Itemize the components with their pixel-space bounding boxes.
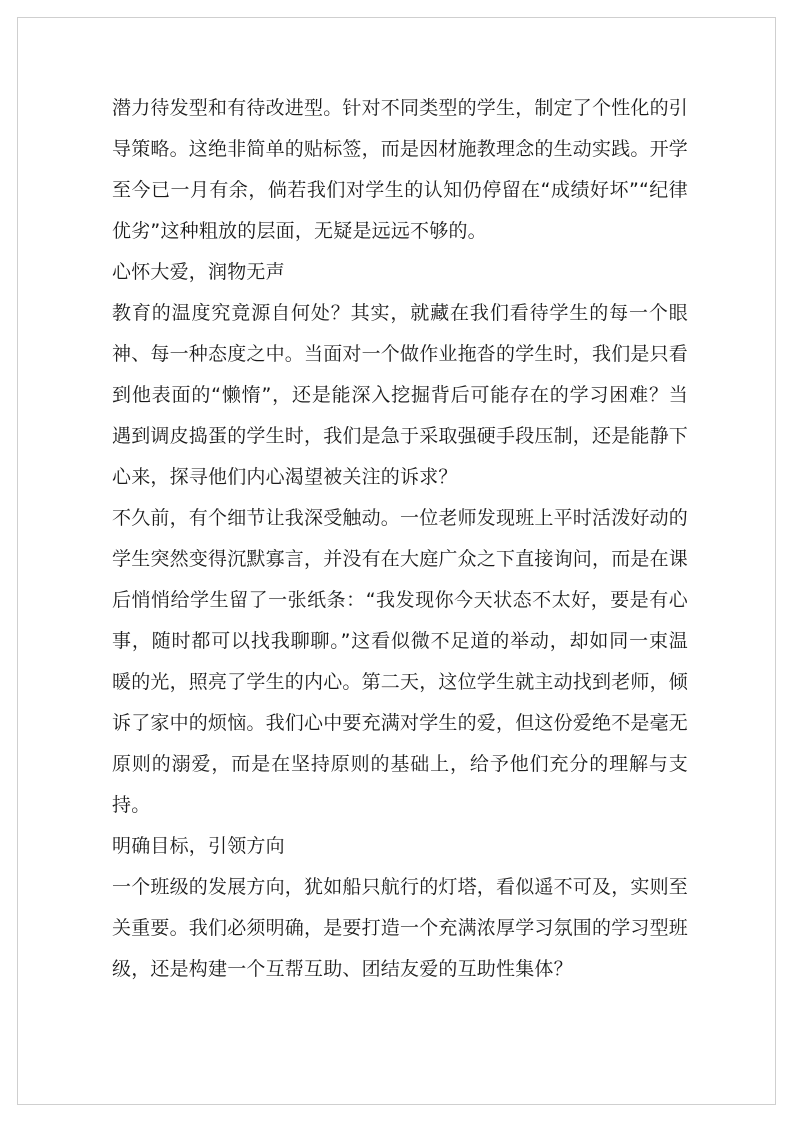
paragraph-1: 潜力待发型和有待改进型。针对不同类型的学生，制定了个性化的引导策略。这绝非简单的贴标签，而是因材施教理念的生动实践。开学至今已一月有余，倘若我们对学生的认知仍停留在“成绩好坏”“纪律优劣”这种粗放的层面，无疑是远远不够的。: [112, 97, 689, 242]
paragraph-3: 不久前，有个细节让我深受触动。一位老师发现班上平时活泼好动的学生突然变得沉默寡言，并没有在大庭广众之下直接询问，而是在课后悄悄给学生留了一张纸条：“我发现你今天状态不太好，要是有心事，随时都可以找我聊聊。”这看似微不足道的举动，却如同一束温暖的光，照亮了学生的内心。第二天，这位学生就主动找到老师，倾诉了家中的烦恼。我们心中要充满对学生的爱，但这份爱绝不是毫无原则的溺爱，而是在坚持原则的基础上，给予他们充分的理解与支持。: [112, 507, 689, 816]
paragraph-2: 教育的温度究竟源自何处？其实，就藏在我们看待学生的每一个眼神、每一种态度之中。当面对一个做作业拖沓的学生时，我们是只看到他表面的“懒惰”，还是能深入挖掘背后可能存在的学习困难？当遇到调皮捣蛋的学生时，我们是急于采取强硬手段压制，还是能静下心来，探寻他们内心渴望被关注的诉求？: [112, 302, 689, 488]
paragraph-4: 一个班级的发展方向，犹如船只航行的灯塔，看似遥不可及，实则至关重要。我们必须明确，是要打造一个充满浓厚学习氛围的学习型班级，还是构建一个互帮互助、团结友爱的互助性集体？: [112, 876, 689, 980]
section-heading-1: 心怀大爱，润物无声: [112, 261, 285, 283]
section-heading-2: 明确目标，引领方向: [112, 835, 285, 857]
document-body: [112, 88, 688, 990]
